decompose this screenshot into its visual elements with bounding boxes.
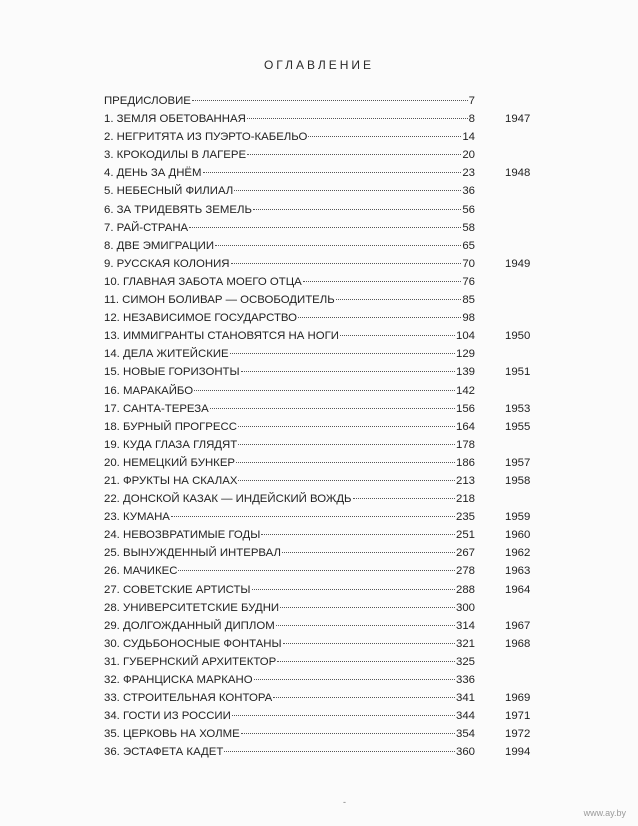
toc-entry-page: 58 (462, 221, 475, 234)
toc-entry-page: 360 (455, 746, 475, 759)
toc-entry (104, 671, 544, 689)
toc-entry (104, 526, 544, 544)
toc-entry-title: 26. МАЧИКЕС (104, 565, 178, 578)
toc-entry-page: 56 (462, 203, 475, 216)
toc-entry-title: 33. СТРОИТЕЛЬНАЯ КОНТОРА (104, 692, 273, 705)
toc-entry (104, 146, 544, 164)
toc-entry (104, 653, 544, 671)
toc-entry (104, 472, 544, 490)
toc-entry (104, 345, 544, 363)
toc-entry (104, 291, 544, 309)
toc-entry-year: 1949 (505, 257, 531, 270)
toc-entry-title: 3. КРОКОДИЛЫ В ЛАГЕРЕ (104, 149, 247, 162)
toc-entry-page: 20 (462, 149, 475, 162)
dot-leader (276, 625, 455, 626)
dot-leader (241, 371, 455, 372)
toc-entry-year: 1968 (505, 637, 531, 650)
toc-entry-page: 129 (455, 348, 475, 361)
toc-entry-title: 36. ЭСТАФЕТА КАДЕТ (104, 746, 224, 759)
dot-leader (280, 607, 455, 608)
toc-entry-page: 139 (455, 366, 475, 379)
toc-entry-page: 156 (455, 402, 475, 415)
dot-leader (253, 209, 461, 210)
toc-entry-page: 235 (455, 511, 475, 524)
toc-entry-page: 14 (462, 131, 475, 144)
toc-entry-page: 213 (455, 474, 475, 487)
toc-entry-title: 19. КУДА ГЛАЗА ГЛЯДЯТ (104, 438, 238, 451)
toc-entry-page: 344 (455, 710, 475, 723)
dot-leader (238, 444, 455, 445)
dot-leader (194, 390, 455, 391)
toc-entry-page: 341 (455, 692, 475, 705)
dot-leader (238, 426, 455, 427)
toc-entry-year: 1948 (505, 167, 531, 180)
toc-entry (104, 418, 544, 436)
dot-leader (298, 317, 461, 318)
toc-entry-title: 29. ДОЛГОЖДАННЫЙ ДИПЛОМ (104, 619, 275, 632)
toc-entry-page: 164 (455, 420, 475, 433)
dot-leader (210, 408, 455, 409)
dot-leader (178, 570, 455, 571)
page-title: ОГЛАВЛЕНИЕ (263, 58, 375, 72)
toc-entry-page: 8 (468, 113, 475, 126)
toc-entry-title: 15. НОВЫЕ ГОРИЗОНТЫ (104, 366, 240, 379)
dot-leader (232, 715, 455, 716)
dot-leader (353, 498, 455, 499)
dot-leader (215, 245, 461, 246)
toc-entry (104, 273, 544, 291)
dot-leader (254, 679, 455, 680)
toc-entry (104, 454, 544, 472)
toc-entry-title: 16. МАРАКАЙБО (104, 384, 194, 397)
toc-entry-page: 278 (455, 565, 475, 578)
toc-entry-title: 11. СИМОН БОЛИВАР — ОСВОБОДИТЕЛЬ (104, 294, 335, 307)
toc-entry-page: 178 (455, 438, 475, 451)
dot-leader (231, 263, 462, 264)
toc-entry-page: 267 (455, 547, 475, 560)
toc-entry-year: 1957 (505, 456, 531, 469)
dot-leader (234, 190, 461, 191)
toc-entry-page: 76 (462, 275, 475, 288)
toc-entry (104, 182, 544, 200)
toc-entry-page: 300 (455, 601, 475, 614)
toc-entry (104, 562, 544, 580)
toc-entry-title: 30. СУДЬБОНОСНЫЕ ФОНТАНЫ (104, 637, 282, 650)
toc-entry-title: 18. БУРНЫЙ ПРОГРЕСС (104, 420, 237, 433)
toc-entry-year: 1969 (505, 692, 531, 705)
toc-entry-page: 7 (468, 95, 475, 107)
watermark: www.ay.by (583, 808, 626, 818)
toc-entry (104, 689, 544, 707)
dot-leader (247, 154, 461, 155)
toc-entry-title: 27. СОВЕТСКИЕ АРТИСТЫ (104, 583, 251, 596)
dot-leader (283, 643, 455, 644)
toc-entry (104, 309, 544, 327)
toc-entry (104, 725, 544, 743)
toc-entry (104, 436, 544, 454)
toc-entry-year: 1963 (505, 565, 531, 578)
dot-leader (282, 552, 455, 553)
dot-leader (224, 751, 455, 752)
toc-entry-year: 1951 (505, 366, 531, 379)
toc-entry (104, 110, 544, 128)
toc-entry-title: 28. УНИВЕРСИТЕТСКИЕ БУДНИ (104, 601, 280, 614)
dot-leader (261, 534, 455, 535)
dot-leader (189, 227, 461, 228)
toc-entry-year: 1958 (505, 474, 531, 487)
dot-leader (340, 335, 455, 336)
toc-entry-page: 186 (455, 456, 475, 469)
toc-entry-title: 14. ДЕЛА ЖИТЕЙСКИЕ (104, 348, 229, 361)
toc-entry-title: 23. КУМАНА (104, 511, 170, 524)
toc-entry-title: 4. ДЕНЬ ЗА ДНЁМ (104, 167, 202, 180)
dot-leader (203, 172, 462, 173)
toc-entry-year: 1994 (505, 746, 531, 759)
toc-entry-page: 325 (455, 655, 475, 668)
toc-entry-title: 31. ГУБЕРНСКИЙ АРХИТЕКТОР (104, 655, 277, 668)
toc-entry (104, 400, 544, 418)
toc-entry (104, 201, 544, 219)
toc-entry (104, 707, 544, 725)
toc-entry-page: 142 (455, 384, 475, 397)
toc-entry-page: 336 (455, 674, 475, 686)
toc-entry (104, 255, 544, 273)
toc-entry (104, 743, 544, 761)
toc-entry (104, 544, 544, 562)
toc-entry (104, 508, 544, 526)
toc-entry-page: 354 (455, 728, 475, 741)
toc-entry-title: 7. РАЙ-СТРАНА (104, 221, 189, 234)
toc-entry-year: 1947 (505, 113, 531, 126)
toc-entry (104, 164, 544, 182)
toc-entry-title: ПРЕДИСЛОВИЕ (104, 95, 191, 107)
toc-entry-year: 1971 (505, 710, 531, 723)
toc-entry-title: 5. НЕБЕСНЫЙ ФИЛИАЛ (104, 185, 234, 198)
dot-leader (238, 480, 455, 481)
toc-entry-title: 24. НЕВОЗВРАТИМЫЕ ГОДЫ (104, 529, 261, 542)
toc-entry-title: 1. ЗЕМЛЯ ОБЕТОВАННАЯ (104, 113, 246, 126)
toc-entry-page: 23 (462, 167, 475, 180)
dot-leader (192, 100, 468, 101)
toc-entry-year: 1959 (505, 511, 531, 524)
toc-entry (104, 219, 544, 237)
dot-leader (252, 589, 455, 590)
toc-entry-title: 25. ВЫНУЖДЕННЫЙ ИНТЕРВАЛ (104, 547, 281, 560)
toc-entry-title: 2. НЕГРИТЯТА ИЗ ПУЭРТО-КАБЕЛЬО (104, 131, 308, 144)
toc-entry-title: 6. ЗА ТРИДЕВЯТЬ ЗЕМЕЛЬ (104, 203, 252, 216)
toc-entry (104, 382, 544, 400)
toc-entry (104, 92, 544, 110)
toc-entry (104, 363, 544, 381)
toc-entry-page: 314 (455, 619, 475, 632)
toc-entry-year: 1955 (505, 420, 531, 433)
toc-entry (104, 490, 544, 508)
toc-entry-title: 22. ДОНСКОЙ КАЗАК — ИНДЕЙСКИЙ ВОЖДЬ (104, 493, 352, 506)
toc-entry-title: 13. ИММИГРАНТЫ СТАНОВЯТСЯ НА НОГИ (104, 330, 339, 343)
toc-entry-page: 85 (462, 294, 475, 307)
toc-entry-page: 98 (462, 312, 475, 325)
dot-leader (273, 697, 455, 698)
toc-entry-page: 36 (462, 185, 475, 198)
toc-entry (104, 599, 544, 617)
toc-entry (104, 581, 544, 599)
page-footer-mark: - (343, 797, 346, 807)
toc-entry-title: 21. ФРУКТЫ НА СКАЛАХ (104, 474, 238, 487)
toc-entry (104, 617, 544, 635)
toc-entry-title: 8. ДВЕ ЭМИГРАЦИИ (104, 239, 215, 252)
dot-leader (241, 733, 455, 734)
dot-leader (247, 118, 468, 119)
toc-entry (104, 327, 544, 345)
dot-leader (236, 462, 455, 463)
dot-leader (336, 299, 462, 300)
toc-entry-page: 251 (455, 529, 475, 542)
toc-entry-year: 1972 (505, 728, 531, 741)
toc-entry-title: 12. НЕЗАВИСИМОЕ ГОСУДАРСТВО (104, 312, 297, 325)
toc-entry-year: 1960 (505, 529, 531, 542)
table-of-contents (104, 92, 544, 761)
toc-entry-page: 218 (455, 493, 475, 506)
toc-entry-title: 32. ФРАНЦИСКА МАРКАНО (104, 674, 253, 686)
dot-leader (277, 661, 455, 662)
toc-entry-page: 288 (455, 583, 475, 596)
toc-entry-title: 9. РУССКАЯ КОЛОНИЯ (104, 257, 230, 270)
toc-entry (104, 237, 544, 255)
toc-entry-year: 1964 (505, 583, 531, 596)
toc-entry-page: 321 (455, 637, 475, 650)
toc-entry-title: 10. ГЛАВНАЯ ЗАБОТА МОЕГО ОТЦА (104, 275, 302, 288)
toc-entry-page: 104 (455, 330, 475, 343)
dot-leader (171, 516, 455, 517)
toc-entry (104, 128, 544, 146)
toc-entry-year: 1962 (505, 547, 531, 560)
toc-entry-title: 20. НЕМЕЦКИЙ БУНКЕР (104, 456, 236, 469)
toc-entry-page: 65 (462, 239, 475, 252)
dot-leader (230, 353, 455, 354)
toc-entry-year: 1967 (505, 619, 531, 632)
toc-entry (104, 635, 544, 653)
dot-leader (303, 281, 462, 282)
toc-entry-title: 35. ЦЕРКОВЬ НА ХОЛМЕ (104, 728, 240, 741)
dot-leader (308, 136, 461, 137)
toc-entry-title: 17. САНТА-ТЕРЕЗА (104, 402, 209, 415)
toc-entry-year: 1953 (505, 402, 531, 415)
toc-entry-title: 34. ГОСТИ ИЗ РОССИИ (104, 710, 231, 723)
toc-entry-year: 1950 (505, 330, 531, 343)
toc-entry-page: 70 (462, 257, 475, 270)
